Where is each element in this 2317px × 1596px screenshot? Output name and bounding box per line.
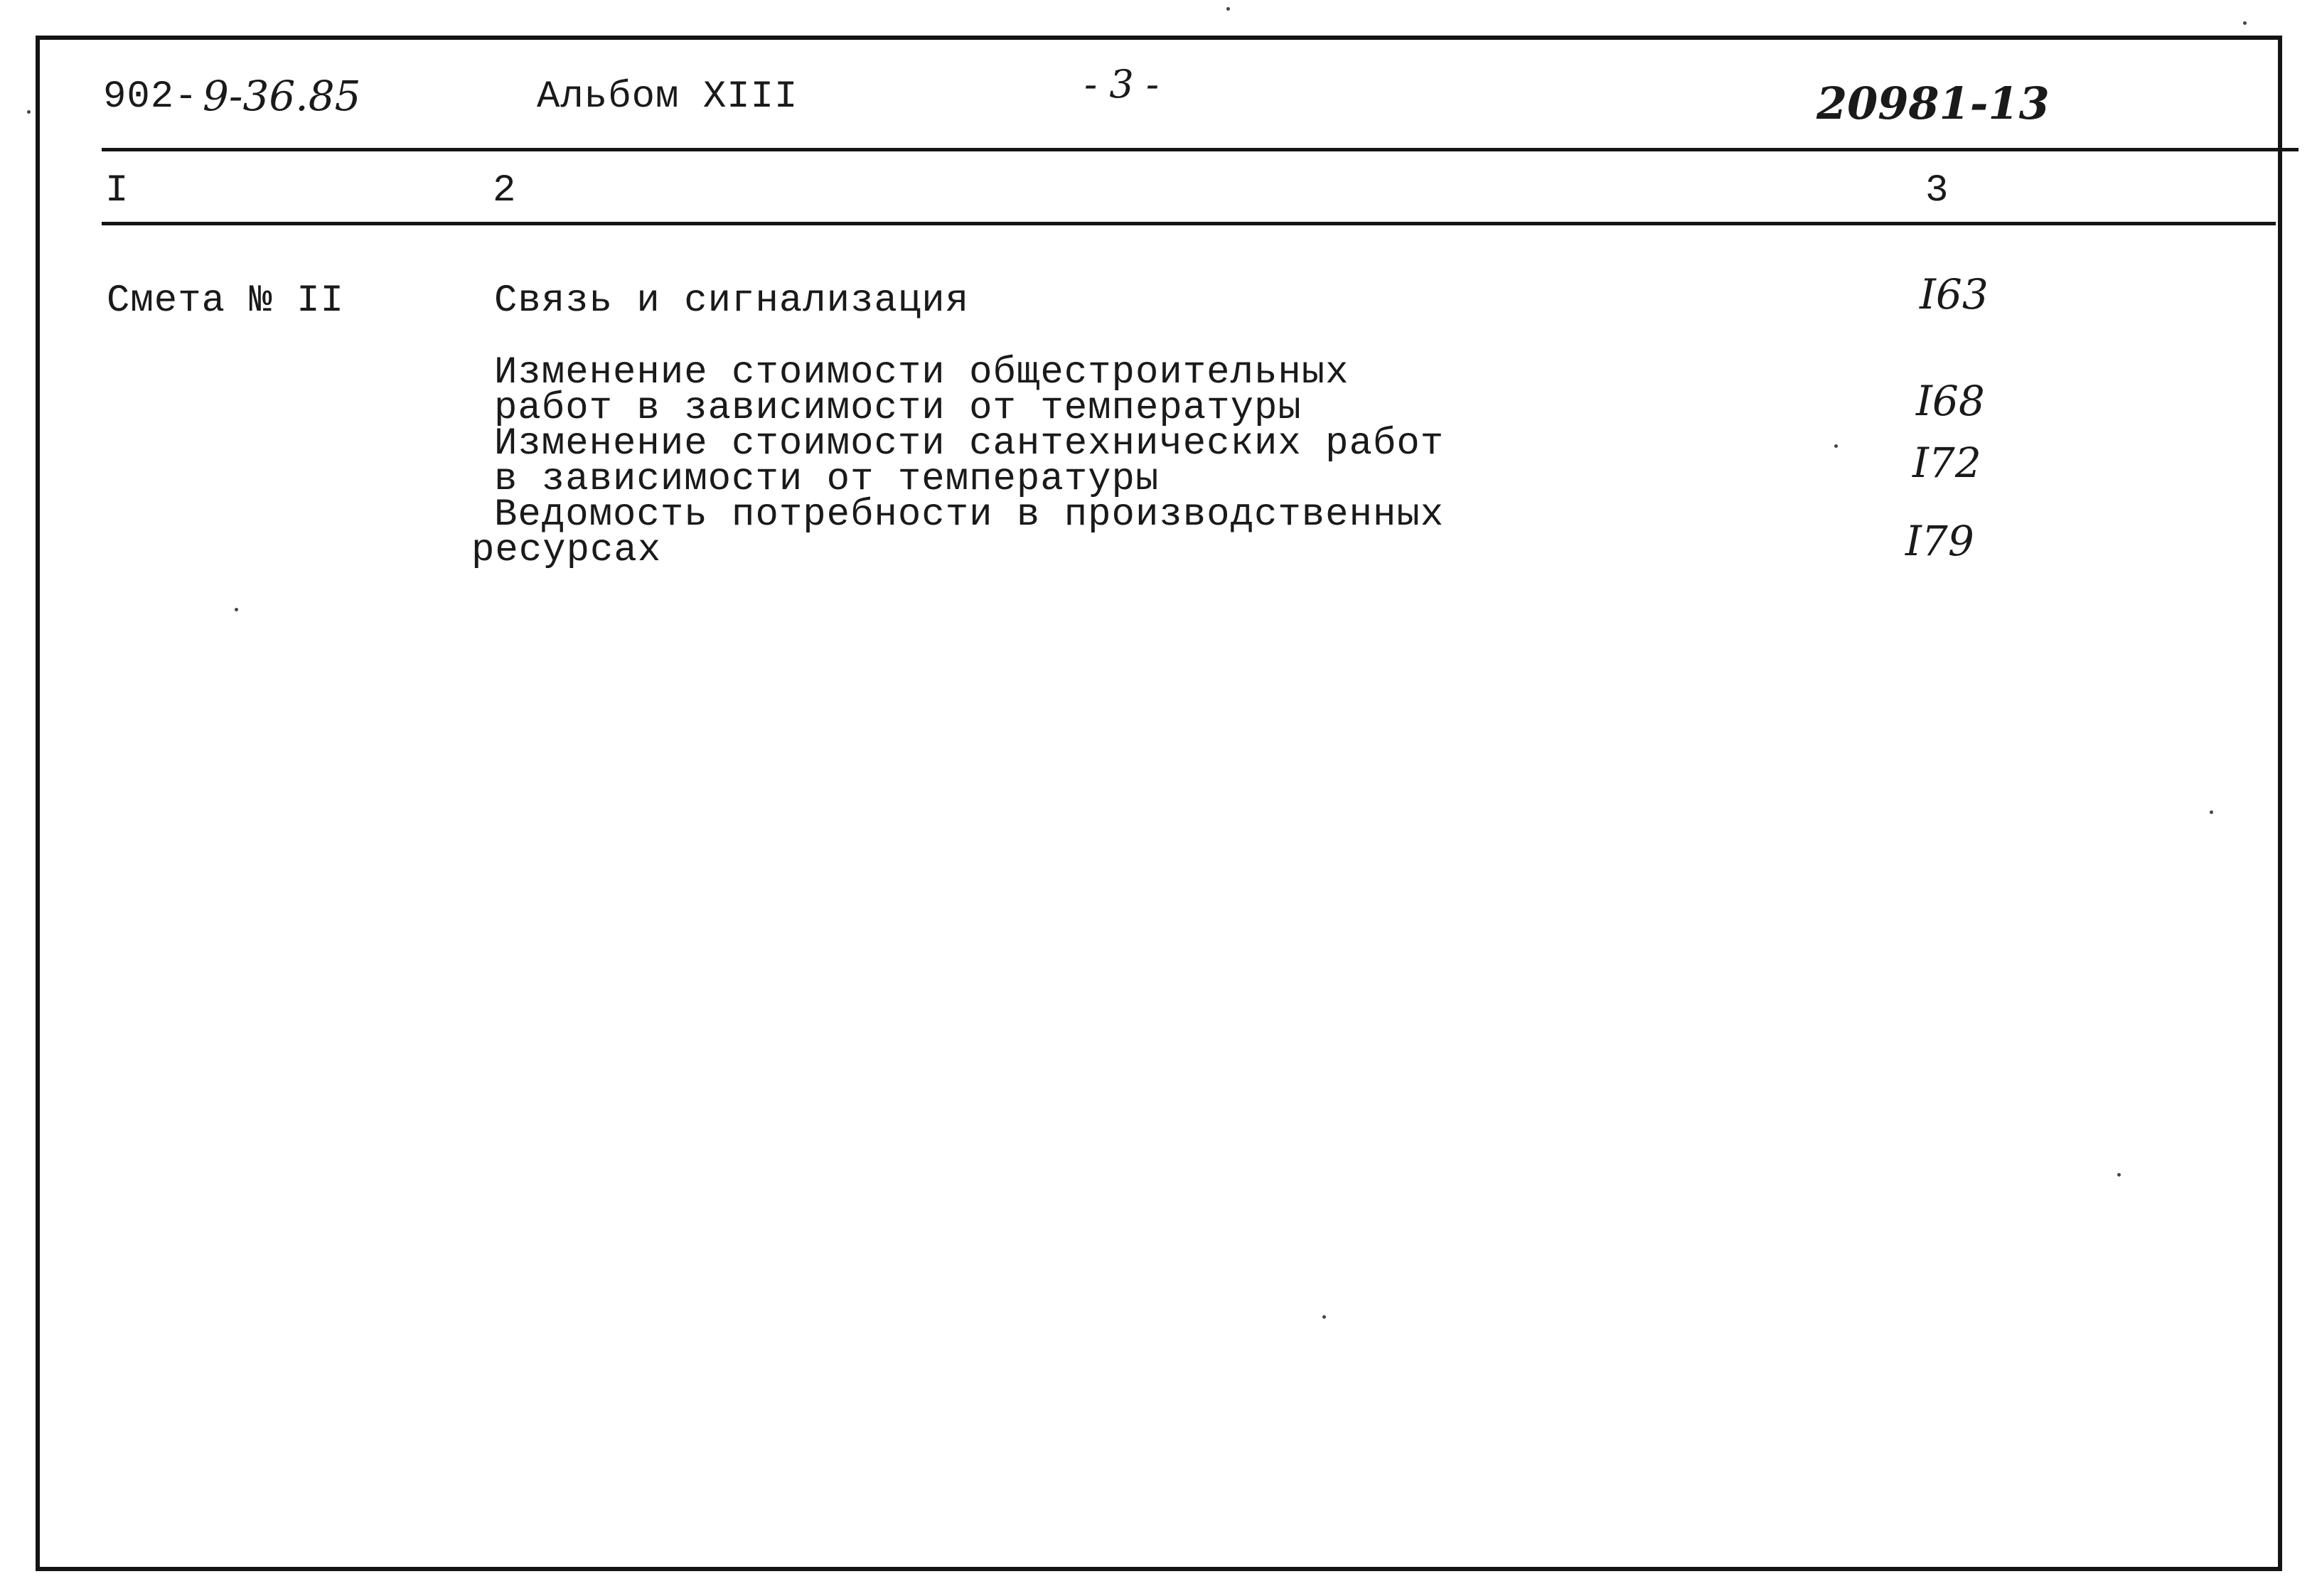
- scan-speck: [2117, 1173, 2121, 1177]
- row-page: I79: [1905, 517, 1974, 565]
- row-title-line-1: Изменение стоимости сантехнических работ: [494, 422, 1445, 466]
- column-number-1: I: [105, 169, 129, 213]
- row-title-line-2: в зависимости от температуры: [494, 458, 1160, 501]
- row-page: I68: [1916, 377, 1985, 425]
- row-title: Связь и сигнализация: [494, 279, 970, 323]
- row-title-line-1: Ведомость потребности в производственных: [494, 493, 1445, 537]
- column-header-rule: [102, 222, 2276, 225]
- scan-speck: [2210, 810, 2213, 814]
- row-title-line-1: Изменение стоимости общестроительных: [494, 351, 1349, 395]
- column-number-2: 2: [493, 169, 517, 213]
- column-number-3: 3: [1925, 169, 1949, 213]
- header-rule: [102, 148, 2299, 151]
- doc-code-prefix: 902-: [103, 75, 198, 119]
- scan-speck: [235, 608, 238, 611]
- inventory-number: 20981-13: [1816, 77, 2050, 129]
- scan-speck: [1322, 1315, 1326, 1319]
- row-title-line-2: работ в зависимости от температуры: [494, 387, 1302, 430]
- scan-speck: [1834, 444, 1838, 448]
- estimate-label: Смета № II: [107, 279, 345, 323]
- row-page: I63: [1920, 270, 1989, 318]
- doc-code-handwritten: 9-36.85: [203, 72, 361, 120]
- row-page: I72: [1912, 439, 1981, 487]
- document-frame: [36, 36, 2282, 1571]
- scan-speck: [2243, 21, 2247, 25]
- row-title-line-2: ресурсах: [471, 529, 662, 572]
- scan-speck: [27, 110, 31, 114]
- scan-speck: [1226, 7, 1230, 11]
- page-number: - 3 -: [1084, 62, 1160, 107]
- album-label: Альбом XIII: [537, 75, 798, 119]
